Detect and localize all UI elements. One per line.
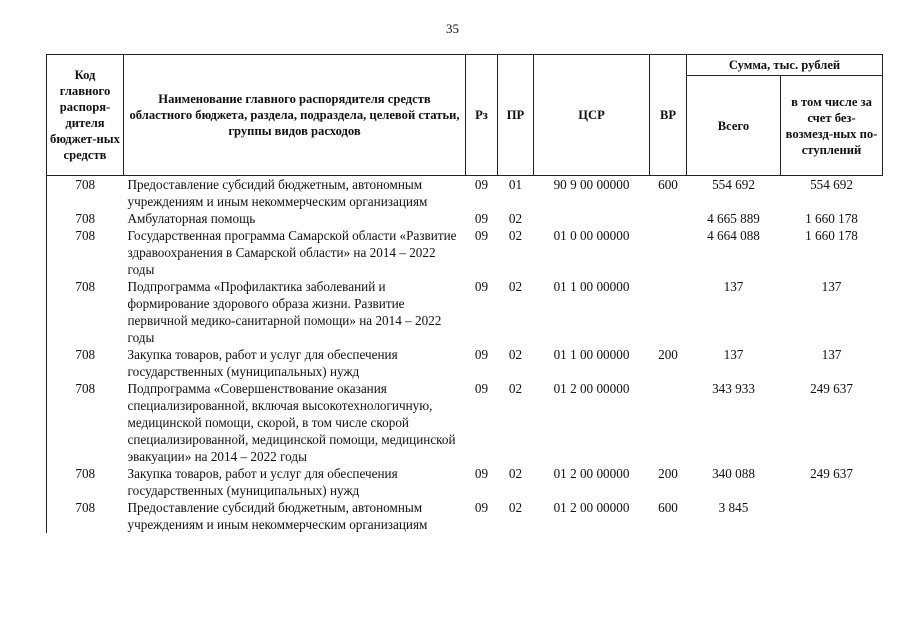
cell-code: 708	[47, 176, 124, 211]
cell-csr: 01 2 00 00000	[553, 466, 630, 481]
cell-name: Подпрограмма «Совершенствование оказания специализированной, включая высокотехнологичную, медицинской помощи, скорой, в том числе скорой специализированной, медицинской помощи, медицинской эвакуации» на 2014 – 2022 годы	[127, 381, 456, 464]
cell-pr: 02	[508, 347, 523, 362]
cell-gratuitous: 249 637	[810, 381, 853, 396]
cell-gratuitous: 249 637	[810, 466, 853, 481]
table-row	[47, 210, 883, 227]
cell-name: Амбулаторная помощь	[127, 211, 256, 226]
cell-name: Закупка товаров, работ и услуг для обеспечения государственных (муниципальных) нужд	[127, 347, 398, 379]
cell-rz: 09	[474, 500, 489, 515]
table-row	[47, 465, 883, 499]
cell-code: 708	[47, 227, 124, 278]
cell-code: 708	[47, 465, 124, 499]
header-pr: ПР	[498, 55, 534, 176]
cell-rz: 09	[474, 466, 489, 481]
cell-total: 3 845	[718, 500, 749, 515]
cell-total: 343 933	[712, 381, 755, 396]
header-row-1	[47, 55, 883, 76]
cell-rz: 09	[474, 279, 489, 294]
cell-gratuitous: 554 692	[810, 177, 853, 192]
cell-total: 137	[723, 347, 744, 362]
cell-pr: 02	[508, 279, 523, 294]
cell-rz: 09	[474, 347, 489, 362]
table-row	[47, 380, 883, 465]
header-total: Всего	[687, 76, 781, 176]
cell-pr: 02	[508, 500, 523, 515]
cell-gratuitous	[781, 499, 883, 533]
cell-vr: 600	[658, 177, 678, 192]
cell-pr: 02	[508, 228, 523, 243]
table-row	[47, 176, 883, 211]
cell-vr	[650, 227, 687, 278]
cell-vr: 200	[658, 466, 678, 481]
cell-csr: 01 0 00 00000	[553, 228, 630, 243]
header-csr: ЦСР	[534, 55, 650, 176]
cell-csr: 01 1 00 00000	[553, 347, 630, 362]
cell-csr: 01 2 00 00000	[553, 381, 630, 396]
header-rz: Рз	[466, 55, 498, 176]
cell-vr	[650, 278, 687, 346]
cell-name: Государственная программа Самарской области «Развитие здравоохранения в Самарской области» на 2014 – 2022 годы	[127, 228, 457, 277]
cell-gratuitous: 137	[821, 279, 842, 294]
cell-total: 340 088	[712, 466, 755, 481]
budget-table	[46, 54, 883, 533]
cell-name: Предоставление субсидий бюджетным, автономным учреждениям и иным некоммерческим организациям	[127, 177, 428, 209]
header-name: Наименование главного распорядителя средств областного бюджета, раздела, подраздела, целевой статьи, группы видов расходов	[124, 55, 466, 176]
cell-rz: 09	[474, 228, 489, 243]
cell-code: 708	[47, 278, 124, 346]
header-code: Код главного распоря-дителя бюджет-ных средств	[47, 55, 124, 176]
cell-rz: 09	[474, 211, 489, 226]
cell-vr	[650, 380, 687, 465]
cell-gratuitous: 1 660 178	[805, 228, 858, 243]
cell-vr	[650, 210, 687, 227]
cell-pr: 02	[508, 211, 523, 226]
cell-csr	[534, 210, 650, 227]
cell-rz: 09	[474, 177, 489, 192]
cell-code: 708	[47, 346, 124, 380]
cell-pr: 02	[508, 381, 523, 396]
cell-total: 137	[723, 279, 744, 294]
cell-csr: 90 9 00 00000	[553, 177, 630, 192]
cell-csr: 01 2 00 00000	[553, 500, 630, 515]
cell-name: Подпрограмма «Профилактика заболеваний и формирование здорового образа жизни. Развитие первичной медико-санитарной помощи» на 2014 – 2022 годы	[127, 279, 442, 345]
page-number: 35	[446, 21, 459, 36]
cell-code: 708	[47, 210, 124, 227]
header-vr: ВР	[650, 55, 687, 176]
table-row	[47, 346, 883, 380]
header-sum-group: Сумма, тыс. рублей	[687, 55, 883, 76]
cell-total: 554 692	[712, 177, 755, 192]
cell-code: 708	[47, 380, 124, 465]
table-row	[47, 278, 883, 346]
cell-vr: 600	[658, 500, 678, 515]
cell-vr: 200	[658, 347, 678, 362]
cell-csr: 01 1 00 00000	[553, 279, 630, 294]
cell-gratuitous: 137	[821, 347, 842, 362]
table-body	[47, 176, 883, 534]
cell-total: 4 665 889	[707, 211, 760, 226]
table-row	[47, 227, 883, 278]
cell-gratuitous: 1 660 178	[805, 211, 858, 226]
cell-total: 4 664 088	[707, 228, 760, 243]
table-row	[47, 499, 883, 533]
cell-pr: 02	[508, 466, 523, 481]
cell-name: Закупка товаров, работ и услуг для обеспечения государственных (муниципальных) нужд	[127, 466, 398, 498]
cell-name: Предоставление субсидий бюджетным, автономным учреждениям и иным некоммерческим организациям	[127, 500, 428, 532]
cell-rz: 09	[474, 381, 489, 396]
cell-code: 708	[47, 499, 124, 533]
header-gratuitous: в том числе за счет без-возмезд-ных по-ступлений	[781, 76, 883, 176]
cell-pr: 01	[508, 177, 523, 192]
